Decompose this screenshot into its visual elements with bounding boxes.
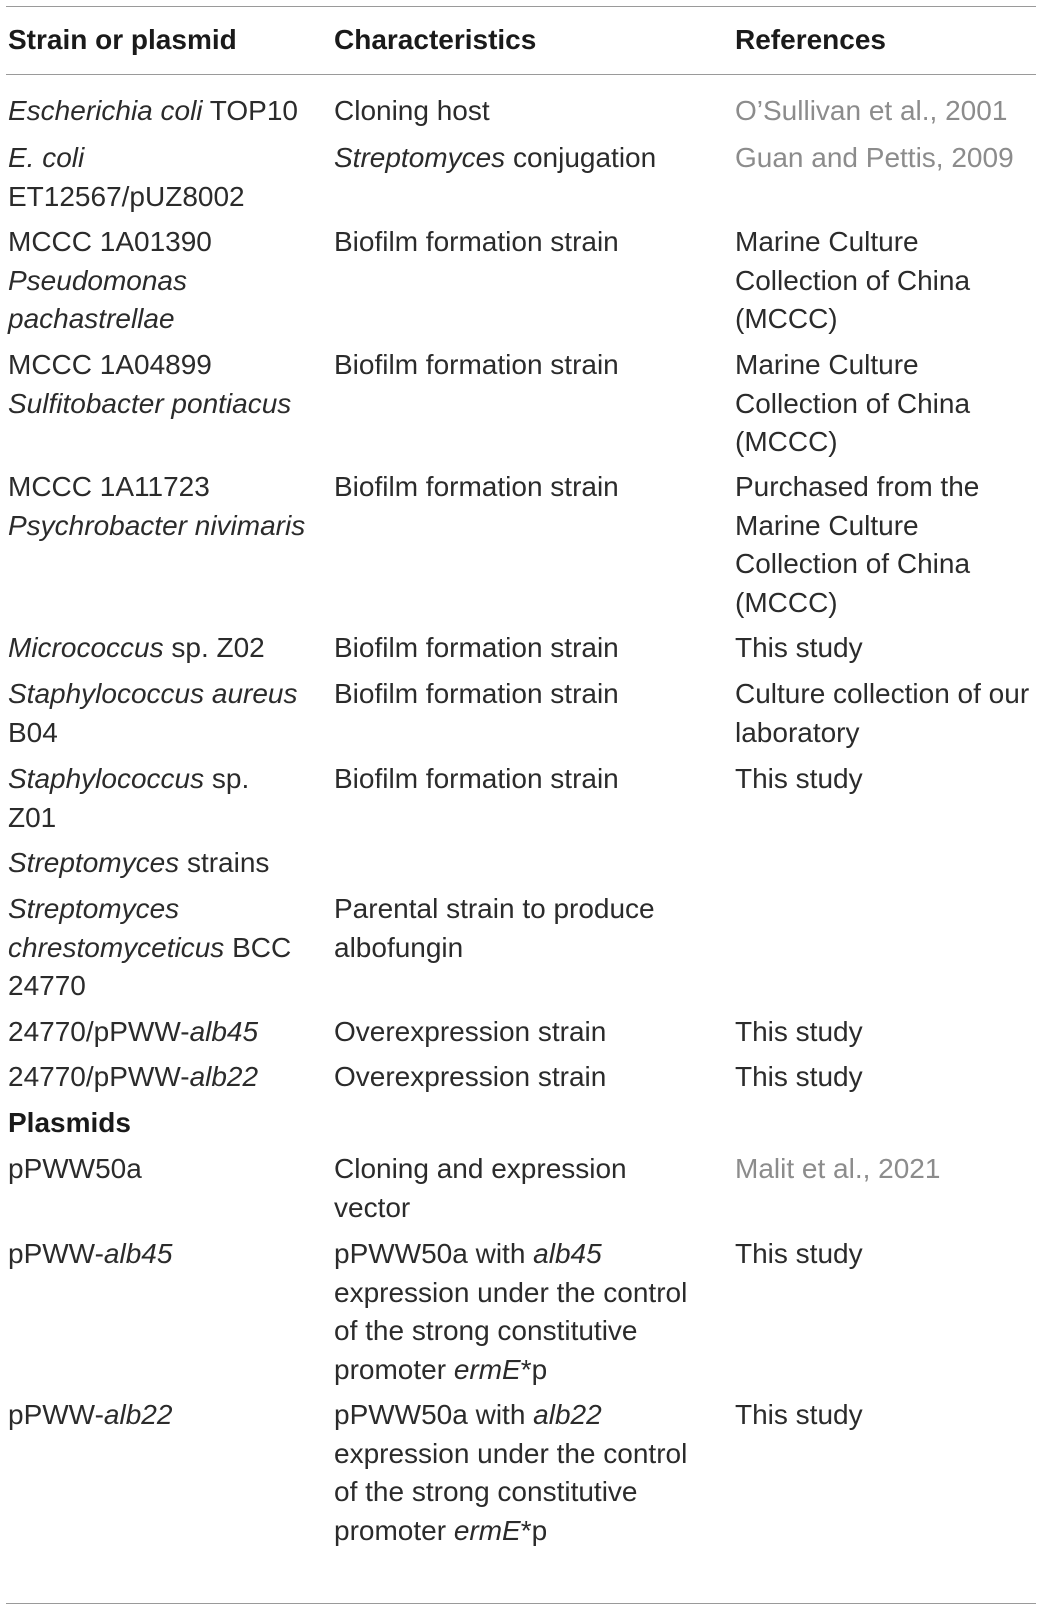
- italic-text: E. coli: [8, 142, 85, 173]
- cell-text: pPWW50a: [8, 1153, 142, 1184]
- cell-line: [8, 1235, 172, 1274]
- italic-text: Pseudomonas: [8, 264, 188, 296]
- characteristics-cell: [334, 92, 490, 131]
- cell-text: This study: [735, 632, 863, 663]
- cell-text: Z01: [8, 801, 57, 833]
- italic-text: alb22: [103, 1399, 173, 1430]
- cell-line: [735, 714, 1029, 753]
- cell-text: Parental strain to produce: [334, 893, 655, 924]
- cell-text: albofungin: [334, 931, 464, 963]
- cell-text: Purchased from the: [735, 471, 980, 502]
- characteristics-cell: [334, 223, 619, 262]
- italic-text: alb22: [533, 1399, 602, 1430]
- characteristics-cell: [334, 1396, 687, 1550]
- cell-line: [735, 629, 863, 668]
- cell-line: [735, 760, 863, 799]
- references-cell: [735, 346, 970, 462]
- cell-text: 24770: [8, 970, 86, 1001]
- italic-text: Escherichia coli: [8, 95, 203, 126]
- strain-cell: [8, 890, 291, 1006]
- cell-text: 24770/pPWW-: [8, 1016, 190, 1047]
- strain-cell: [8, 223, 212, 339]
- cell-line: [8, 139, 245, 178]
- cell-text: conjugation: [505, 142, 657, 173]
- cell-line: [8, 844, 269, 883]
- cell-line: [334, 1235, 687, 1274]
- cell-line: [735, 584, 979, 623]
- cell-line: [8, 223, 212, 262]
- italic-text: Micrococcus: [8, 632, 164, 663]
- cell-line: [8, 1058, 258, 1097]
- reference-link[interactable]: Guan and Pettis, 2009: [735, 142, 1014, 173]
- cell-line: [735, 675, 1029, 714]
- header-rule: [6, 74, 1036, 75]
- italic-text: Streptomyces: [334, 142, 506, 173]
- strain-cell: [8, 468, 305, 545]
- cell-text: promoter: [334, 1353, 454, 1385]
- cell-text: promoter: [334, 1514, 454, 1546]
- strain-cell: [8, 346, 291, 423]
- cell-text: Biofilm formation strain: [334, 632, 619, 663]
- italic-text: alb45: [189, 1016, 259, 1047]
- cell-text: TOP10: [202, 95, 299, 126]
- italic-text: Streptomyces: [8, 847, 180, 878]
- cell-line: [334, 629, 619, 668]
- cell-text: (MCCC): [735, 586, 838, 618]
- cell-text: Marine Culture: [735, 509, 919, 541]
- cell-line: [8, 1396, 172, 1435]
- strain-cell: [8, 1150, 142, 1189]
- section-heading-plasmids: [8, 1104, 131, 1143]
- cell-text: This study: [735, 1016, 863, 1047]
- cell-line: [8, 300, 212, 339]
- cell-text: Overexpression strain: [334, 1061, 607, 1092]
- characteristics-cell: [334, 1058, 606, 1097]
- cell-text: Collection of China: [735, 387, 971, 419]
- characteristics-cell: [334, 346, 619, 385]
- characteristics-cell: [334, 468, 619, 507]
- cell-line: [735, 92, 1007, 131]
- references-cell: [735, 223, 970, 339]
- reference-link[interactable]: Malit et al., 2021: [735, 1153, 941, 1184]
- cell-line: [735, 1058, 863, 1097]
- cell-text: BCC: [224, 931, 292, 963]
- cell-text: Marine Culture: [735, 349, 919, 380]
- italic-text: alb22: [189, 1061, 259, 1092]
- cell-line: [735, 1235, 863, 1274]
- cell-line: [8, 675, 298, 714]
- cell-line: [334, 1274, 687, 1313]
- characteristics-cell: [334, 760, 619, 799]
- cell-text: This study: [735, 1238, 863, 1269]
- cell-line: [334, 1189, 627, 1228]
- references-cell: [735, 1396, 863, 1435]
- cell-line: [334, 760, 619, 799]
- cell-line: [334, 1512, 687, 1551]
- cell-text: MCCC 1A11723: [8, 471, 210, 502]
- cell-line: [334, 675, 619, 714]
- cell-line: [334, 139, 656, 178]
- strain-cell: [8, 675, 298, 752]
- header-strain-or-plasmid: Strain or plasmid: [8, 24, 237, 55]
- cell-text: Biofilm formation strain: [334, 226, 619, 257]
- cell-line: [334, 1351, 687, 1390]
- cell-line: [8, 178, 245, 217]
- cell-line: [735, 262, 970, 301]
- cell-line: [8, 385, 291, 424]
- cell-text: pPWW-: [8, 1238, 104, 1269]
- italic-text: Sulfitobacter pontiacus: [8, 387, 292, 419]
- cell-text: laboratory: [735, 716, 860, 748]
- cell-text: Marine Culture: [735, 226, 919, 257]
- cell-text: *p: [520, 1353, 548, 1385]
- cell-text: Cloning host: [334, 95, 490, 126]
- cell-text: of the strong constitutive: [334, 1476, 638, 1507]
- cell-text: sp.: [204, 763, 250, 794]
- references-cell: [735, 760, 863, 799]
- strain-cell: [8, 139, 245, 216]
- cell-text: of the strong constitutive: [334, 1315, 638, 1346]
- characteristics-cell: [334, 890, 655, 967]
- italic-text: Streptomyces: [8, 893, 180, 924]
- italic-text: ermE: [453, 1353, 521, 1385]
- cell-line: [8, 1013, 258, 1052]
- characteristics-cell: [334, 629, 619, 668]
- cell-line: [334, 890, 655, 929]
- reference-link[interactable]: O’Sullivan et al., 2001: [735, 95, 1008, 126]
- references-cell: [735, 139, 1014, 178]
- cell-line: [735, 507, 979, 546]
- cell-text: pPWW-: [8, 1399, 104, 1430]
- cell-text: pPWW50a with: [334, 1399, 534, 1430]
- italic-text: alb45: [103, 1238, 173, 1269]
- cell-line: [334, 1312, 687, 1351]
- characteristics-cell: [334, 1235, 687, 1389]
- header-references: References: [735, 24, 886, 55]
- cell-line: [735, 223, 970, 262]
- cell-line: [735, 1013, 863, 1052]
- cell-line: [735, 385, 970, 424]
- references-cell: [735, 1058, 863, 1097]
- cell-line: [8, 92, 298, 131]
- cell-text: expression under the control: [334, 1437, 688, 1469]
- cell-line: [735, 1150, 940, 1189]
- cell-line: [334, 1150, 627, 1189]
- cell-text: Biofilm formation strain: [334, 678, 619, 709]
- references-cell: [735, 1235, 863, 1274]
- table-top-rule: [6, 6, 1036, 7]
- cell-line: [334, 468, 619, 507]
- cell-line: [334, 929, 655, 968]
- cell-line: [8, 1150, 142, 1189]
- cell-text: This study: [735, 1399, 863, 1430]
- cell-line: [8, 507, 305, 546]
- references-cell: [735, 629, 863, 668]
- references-cell: [735, 675, 1029, 752]
- strain-cell: [8, 629, 265, 668]
- header-characteristics: Characteristics: [334, 24, 537, 55]
- cell-text: This study: [735, 1061, 863, 1092]
- cell-text: Biofilm formation strain: [334, 471, 619, 502]
- cell-line: [8, 629, 265, 668]
- italic-text: chrestomyceticus: [8, 931, 225, 963]
- cell-line: [735, 468, 979, 507]
- italic-text: ermE: [453, 1514, 521, 1546]
- cell-line: [8, 799, 249, 838]
- cell-text: 24770/pPWW-: [8, 1061, 190, 1092]
- cell-text: *p: [520, 1514, 548, 1546]
- cell-line: [334, 346, 619, 385]
- strain-cell: [8, 1235, 172, 1274]
- cell-line: [8, 468, 305, 507]
- italic-text: Staphylococcus aureus: [8, 678, 298, 709]
- cell-text: pPWW50a with: [334, 1238, 534, 1269]
- cell-text: Collection of China: [735, 548, 971, 579]
- cell-line: [334, 223, 619, 262]
- italic-text: pachastrellae: [8, 303, 175, 334]
- cell-line: [735, 423, 970, 462]
- italic-text: Psychrobacter nivimaris: [8, 509, 306, 541]
- cell-text: (MCCC): [735, 426, 838, 457]
- cell-line: [8, 262, 212, 301]
- cell-line: [735, 545, 979, 584]
- cell-text: Plasmids: [8, 1107, 131, 1138]
- characteristics-cell: [334, 1013, 606, 1052]
- cell-text: MCCC 1A01390: [8, 226, 212, 257]
- cell-text: Biofilm formation strain: [334, 763, 619, 794]
- cell-text: Cloning and expression: [334, 1153, 627, 1184]
- cell-text: This study: [735, 763, 863, 794]
- cell-text: MCCC 1A04899: [8, 349, 212, 380]
- cell-line: [8, 760, 249, 799]
- strain-cell: [8, 844, 269, 883]
- references-cell: [735, 468, 979, 622]
- cell-line: [8, 967, 291, 1006]
- italic-text: alb45: [533, 1238, 602, 1269]
- strain-cell: [8, 92, 298, 131]
- cell-line: [8, 714, 298, 753]
- characteristics-cell: [334, 1150, 627, 1227]
- characteristics-cell: [334, 675, 619, 714]
- references-cell: [735, 92, 1007, 131]
- cell-text: vector: [334, 1191, 411, 1223]
- cell-line: [8, 346, 291, 385]
- cell-text: expression under the control: [334, 1276, 688, 1308]
- cell-line: [735, 1396, 863, 1435]
- cell-line: [334, 1058, 606, 1097]
- cell-line: [334, 1435, 687, 1474]
- cell-line: [735, 300, 970, 339]
- cell-text: sp. Z02: [163, 632, 265, 663]
- cell-text: Collection of China: [735, 264, 971, 296]
- cell-text: ET12567/pUZ8002: [8, 180, 245, 212]
- cell-line: [8, 929, 291, 968]
- characteristics-cell: [334, 139, 656, 178]
- cell-line: [735, 346, 970, 385]
- references-cell: [735, 1013, 863, 1052]
- cell-line: [334, 1396, 687, 1435]
- cell-line: [8, 1104, 131, 1143]
- cell-line: [735, 139, 1014, 178]
- cell-text: strains: [179, 847, 270, 878]
- references-cell: [735, 1150, 940, 1189]
- cell-line: [334, 1473, 687, 1512]
- cell-text: Biofilm formation strain: [334, 349, 619, 380]
- cell-text: Overexpression strain: [334, 1016, 607, 1047]
- cell-line: [8, 890, 291, 929]
- cell-text: Culture collection of our: [735, 678, 1030, 709]
- cell-text: B04: [8, 716, 58, 748]
- cell-line: [334, 92, 490, 131]
- cell-text: (MCCC): [735, 303, 838, 334]
- strain-cell: [8, 1058, 258, 1097]
- strain-cell: [8, 1396, 172, 1435]
- italic-text: Staphylococcus: [8, 763, 205, 794]
- table-bottom-rule: [6, 1603, 1036, 1604]
- cell-line: [334, 1013, 606, 1052]
- strain-cell: [8, 1013, 258, 1052]
- strain-cell: [8, 760, 249, 837]
